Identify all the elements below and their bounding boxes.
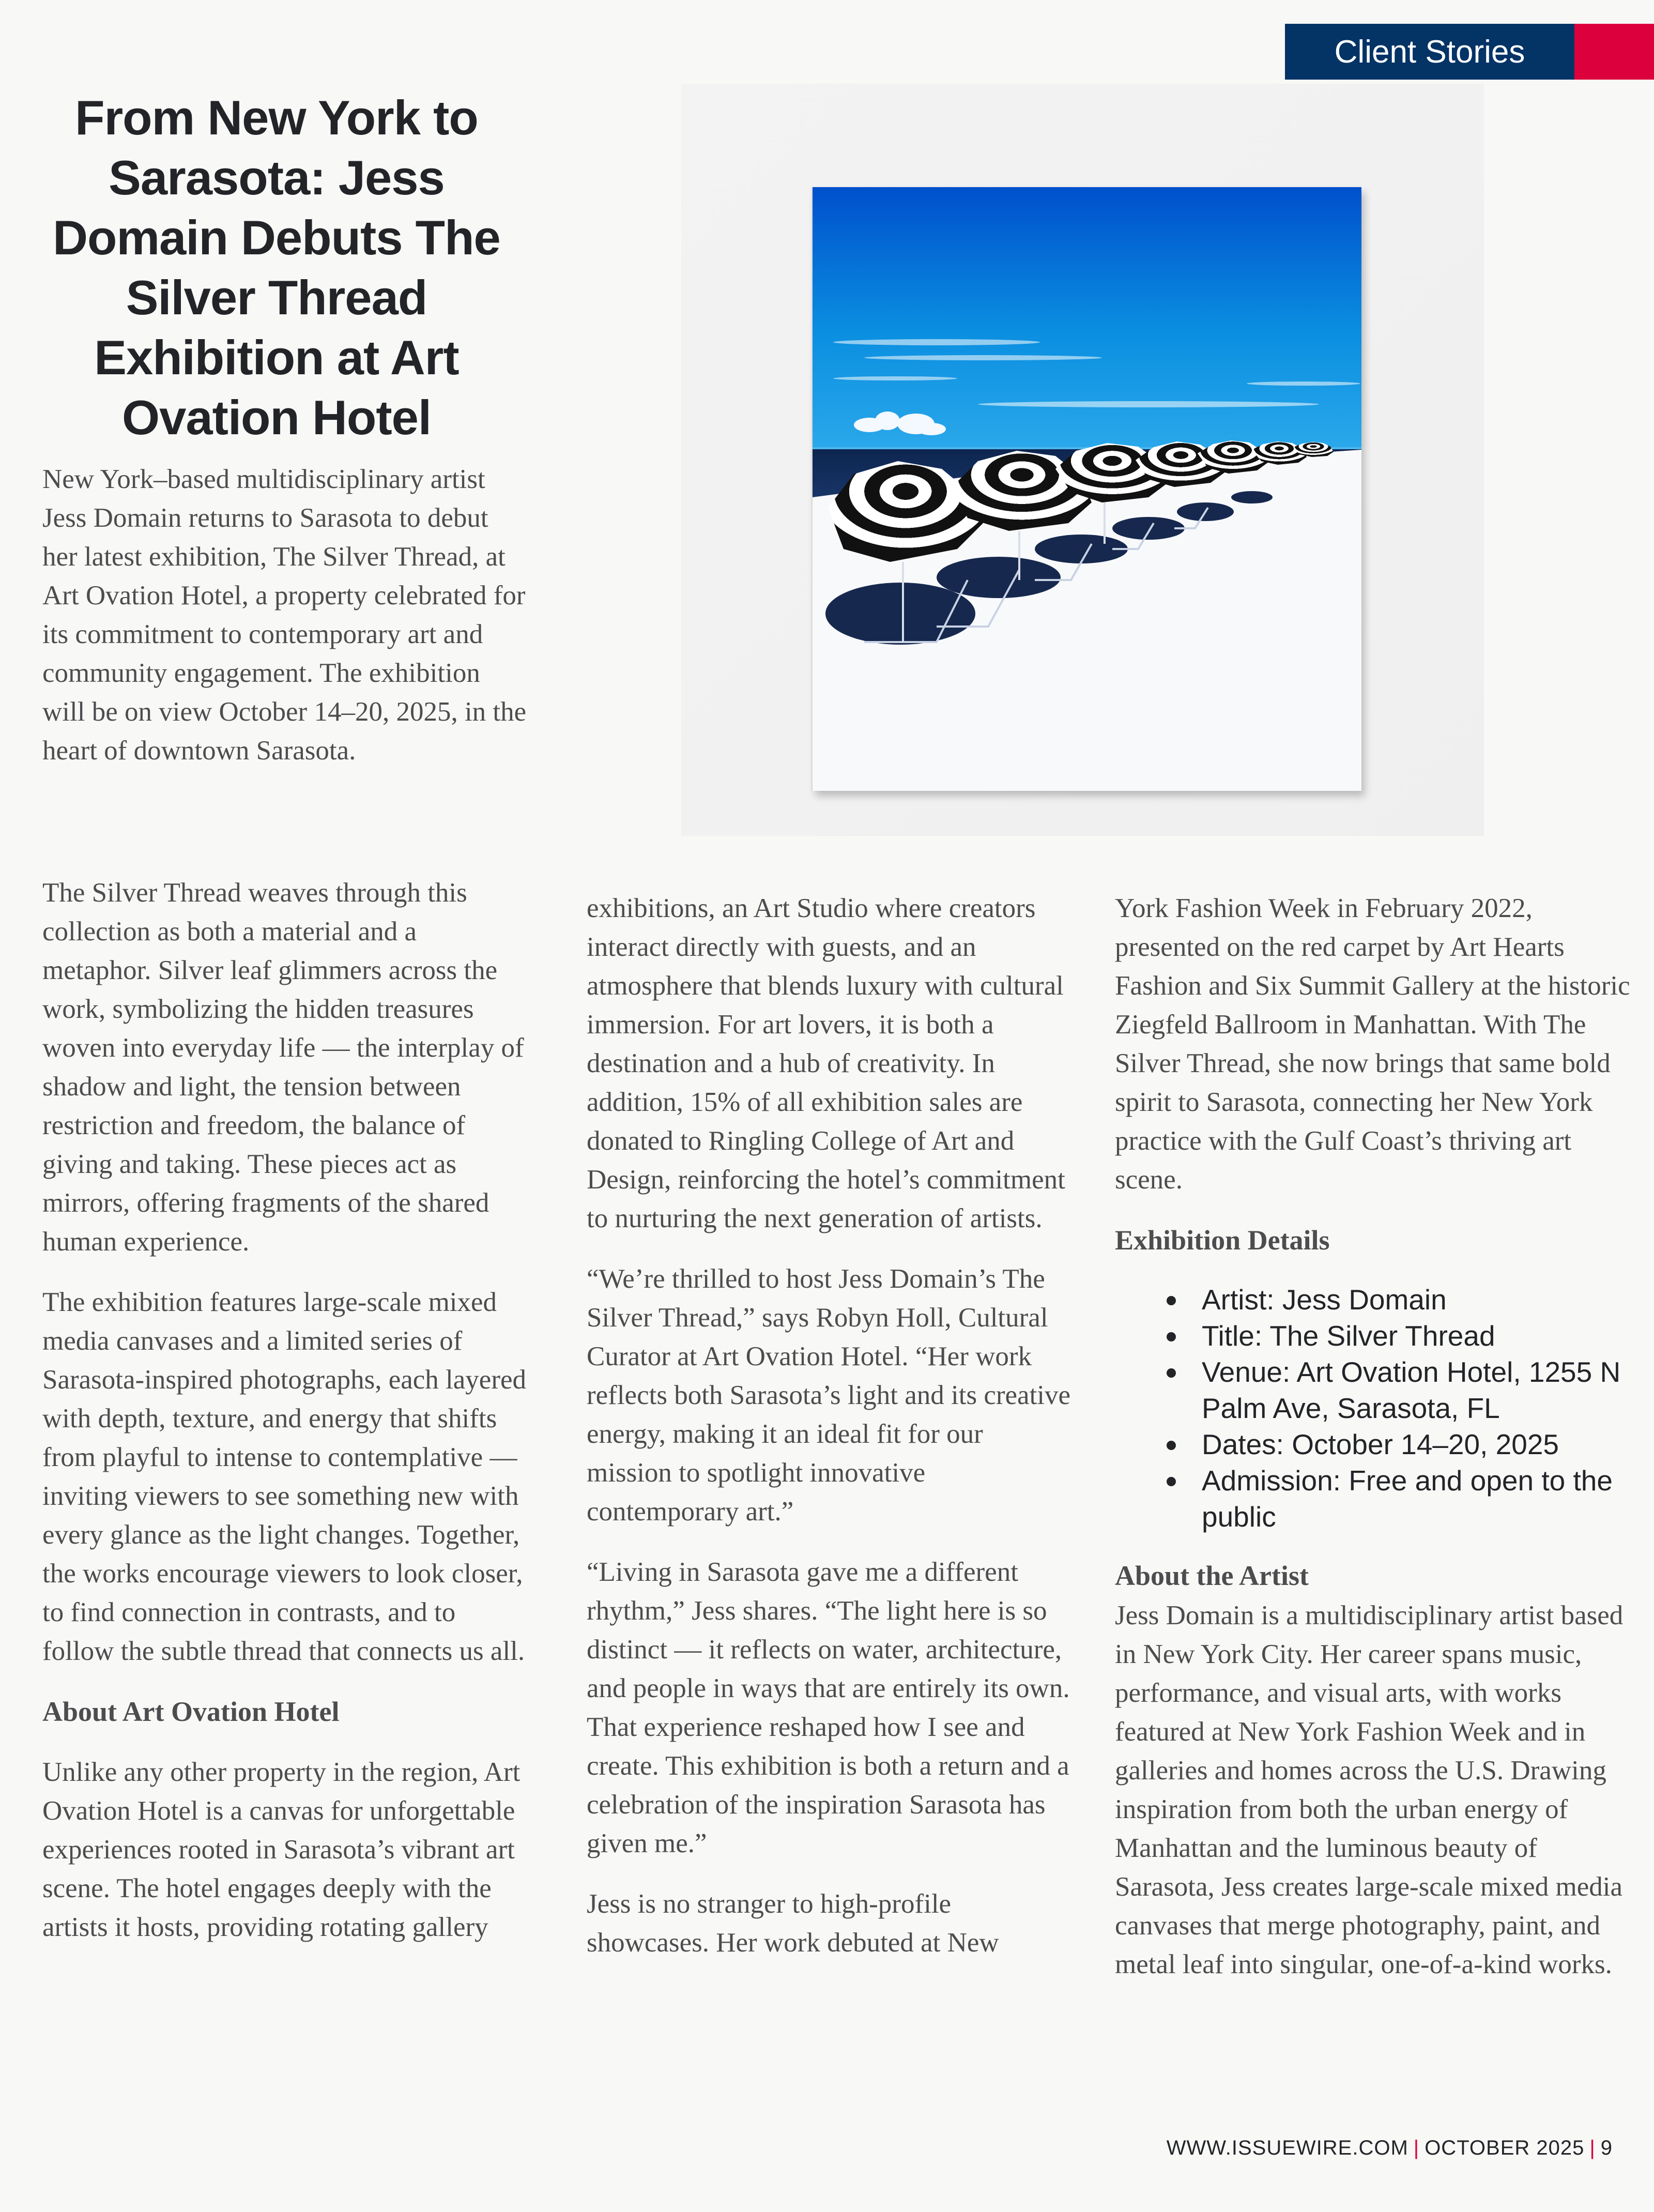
detail-item-dates: Dates: October 14–20, 2025 bbox=[1115, 1426, 1632, 1462]
about-artist-heading: About the Artist bbox=[1115, 1560, 1309, 1591]
bullet-icon bbox=[1167, 1296, 1176, 1305]
intro-paragraph: New York–based multidisciplinary artist Jess Domain returns to Sarasota to debut her latest exhibition, The Silver Thread, at Art Ovation Hotel, a property celebrated for its commitment to contemporary art and community engagement. The exhibition will be on view October 14–20, 2025, in the heart of downtown Sarasota. bbox=[42, 464, 527, 766]
section-tab-accent bbox=[1574, 24, 1654, 80]
featured-photo bbox=[681, 84, 1484, 836]
about-hotel-heading: About Art Ovation Hotel bbox=[42, 1696, 340, 1727]
bullet-icon bbox=[1167, 1441, 1176, 1450]
detail-item-artist: Artist: Jess Domain bbox=[1115, 1282, 1632, 1318]
about-artist-paragraph: Jess Domain is a multidisciplinary artist based in New York City. Her career spans music, performance, and visual arts, with works featured at New York Fashion Week and in galleries and homes across the U.S. Drawing inspiration from both the urban energy of Manhattan and the luminous beauty of Sarasota, Jess creates large-scale mixed media canvases that merge photography, paint, and metal leaf into singular, one-of-a-kind works. bbox=[1115, 1600, 1624, 1979]
page-number: 9 bbox=[1600, 2137, 1613, 2159]
exhibition-details-list bbox=[1115, 1282, 1632, 1535]
quote-robyn-holl: “We’re thrilled to host Jess Domain’s The Silver Thread,” says Robyn Holl, Cultural Curator at Art Ovation Hotel. “Her work reflects both Sarasota’s light and its creative energy, making it an ideal fit for our mission to spotlight innovative contemporary art.” bbox=[587, 1264, 1071, 1527]
bullet-icon bbox=[1167, 1368, 1176, 1378]
silver-thread-paragraph: The Silver Thread weaves through this collection as both a material and a metaphor. Silver leaf glimmers across the work, symbolizing the hidden treasures woven into everyday life — the interplay of shadow and light, the tension between restriction and freedom, the balance of giving and taking. These pieces act as mirrors, offering fragments of the shared human experience. bbox=[42, 878, 524, 1257]
bullet-icon bbox=[1167, 1332, 1176, 1341]
detail-item-title: Title: The Silver Thread bbox=[1115, 1318, 1632, 1354]
footer-separator: | bbox=[1589, 2137, 1596, 2159]
footer-issue-date: OCTOBER 2025 bbox=[1425, 2137, 1585, 2159]
footer-separator: | bbox=[1413, 2137, 1420, 2159]
article-column-2 bbox=[587, 889, 1073, 1984]
quote-jess-domain: “Living in Sarasota gave me a different rhythm,” Jess shares. “The light here is so distinct — it reflects on water, architecture, and people in ways that are entirely its own. That experience reshaped how I see and create. This exhibition is both a return and a celebration of the inspiration Sarasota has given me.” bbox=[587, 1557, 1070, 1858]
article-column-1-intro bbox=[42, 460, 528, 792]
canvas-artwork bbox=[813, 187, 1361, 791]
high-profile-paragraph-cont: York Fashion Week in February 2022, presented on the red carpet by Art Hearts Fashion and Six Summit Gallery at the historic Ziegfeld Ballroom in Manhattan. With The Silver Thread, she now brings that same bold spirit to Sarasota, connecting her New York practice with the Gulf Coast’s thriving art scene. bbox=[1115, 893, 1630, 1195]
detail-item-venue: Venue: Art Ovation Hotel, 1255 N Palm Ave, Sarasota, FL bbox=[1115, 1354, 1632, 1426]
about-hotel-paragraph-cont: exhibitions, an Art Studio where creators interact directly with guests, and an atmosphere that blends luxury with cultural immersion. For art lovers, it is both a destination and a hub of creativity. In addition, 15% of all exhibition sales are donated to Ringling College of Art and Design, reinforcing the hotel’s commitment to nurturing the next generation of artists. bbox=[587, 893, 1065, 1233]
exhibition-details-heading: Exhibition Details bbox=[1115, 1225, 1330, 1256]
high-profile-paragraph-start: Jess is no stranger to high-profile showcases. Her work debuted at New bbox=[587, 1889, 999, 1958]
beach-umbrellas-image bbox=[813, 187, 1361, 791]
footer-website: WWW.ISSUEWIRE.COM bbox=[1166, 2137, 1408, 2159]
features-paragraph: The exhibition features large-scale mixed media canvases and a limited series of Sarasota-inspired photographs, each layered with depth, texture, and energy that shifts from playful to intense to contemplative — inviting viewers to see something new with every glance as the light changes. Together, the works encourage viewers to look closer, to find connection in contrasts, and to follow the subtle thread that connects us all. bbox=[42, 1287, 526, 1666]
article-column-3 bbox=[1115, 889, 1632, 2006]
detail-item-admission: Admission: Free and open to the public bbox=[1115, 1462, 1632, 1535]
page-footer bbox=[1167, 2137, 1613, 2160]
article-headline: From New York to Sarasota: Jess Domain Debuts The Silver Thread Exhibition at Art Ovation Hotel bbox=[53, 90, 500, 445]
about-hotel-paragraph-start: Unlike any other property in the region, Art Ovation Hotel is a canvas for unforgettable experiences rooted in Sarasota’s vibrant art scene. The hotel engages deeply with the artists it hosts, providing rotating gallery bbox=[42, 1757, 520, 1942]
article-column-1 bbox=[42, 874, 528, 1969]
section-tab-label: Client Stories bbox=[1285, 24, 1574, 80]
section-tab bbox=[1285, 24, 1654, 80]
bullet-icon bbox=[1167, 1477, 1176, 1486]
